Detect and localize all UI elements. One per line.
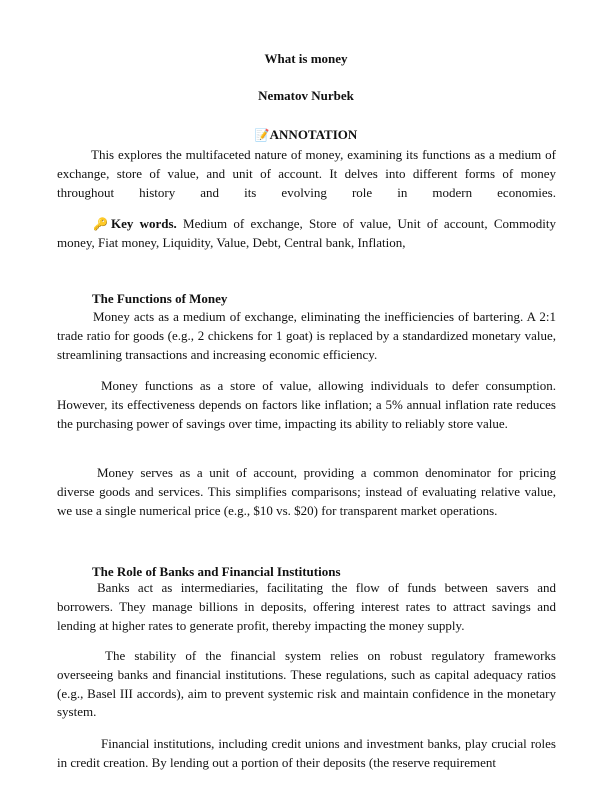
keywords-text: Medium of exchange, Store of value, Unit of account, Commodity money, Fiat money, Liquidity, Value, Debt, Central bank, Inflation, bbox=[57, 216, 556, 250]
keywords-paragraph bbox=[57, 215, 556, 253]
paragraph: Money serves as a unit of account, providing a common denominator for pricing diverse goods and services. This simplifies comparisons; instead of evaluating relative value, we use a single numerical price (e.g., $10 vs. $20) for transparent market operations. bbox=[57, 465, 556, 518]
section-heading: The Functions of Money bbox=[92, 291, 228, 306]
paragraph: Money acts as a medium of exchange, eliminating the inefficiencies of bartering. A 2:1 trade ratio for goods (e.g., 2 chickens for 1 goat) is replaced by a standardized monetary value, streamlining transactions and increasing economic efficiency. bbox=[57, 309, 556, 362]
paragraph: Financial institutions, including credit unions and investment banks, play crucial roles in credit creation. By lending out a portion of their deposits (the reserve requirement bbox=[57, 736, 556, 770]
author-name: Nematov Nurbek bbox=[258, 88, 354, 103]
memo-icon: 📝 bbox=[254, 128, 270, 142]
paragraph: Money functions as a store of value, allowing individuals to defer consumption. However, its effectiveness depends on factors like inflation; a 5% annual inflation rate reduces the purchasing power of savings over time, impacting its ability to reliably store value. bbox=[57, 378, 556, 431]
annotation-heading-text: ANNOTATION bbox=[269, 127, 358, 142]
section-heading: The Role of Banks and Financial Institutions bbox=[92, 564, 341, 579]
paragraph: The stability of the financial system relies on robust regulatory frameworks overseeing banks and financial institutions. These regulations, such as capital adequacy ratios (e.g., Basel III accords), aim to prevent systemic risk and maintain confidence in the monetary system. bbox=[57, 648, 556, 720]
paragraph: Banks act as intermediaries, facilitating the flow of funds between savers and borrowers. They manage billions in deposits, offering interest rates to attract savings and lending at higher rates to generate profit, thereby impacting the money supply. bbox=[57, 580, 556, 633]
document-title: What is money bbox=[264, 51, 348, 66]
key-icon: 🔑 bbox=[93, 217, 111, 231]
annotation-heading bbox=[0, 127, 612, 143]
keywords-label: Key words. bbox=[110, 216, 177, 231]
annotation-text: This explores the multifaceted nature of money, examining its functions as a medium of exchange, store of value, and unit of account. It delves into different forms of money throughout history and its evolving role in modern economies. bbox=[57, 147, 556, 200]
